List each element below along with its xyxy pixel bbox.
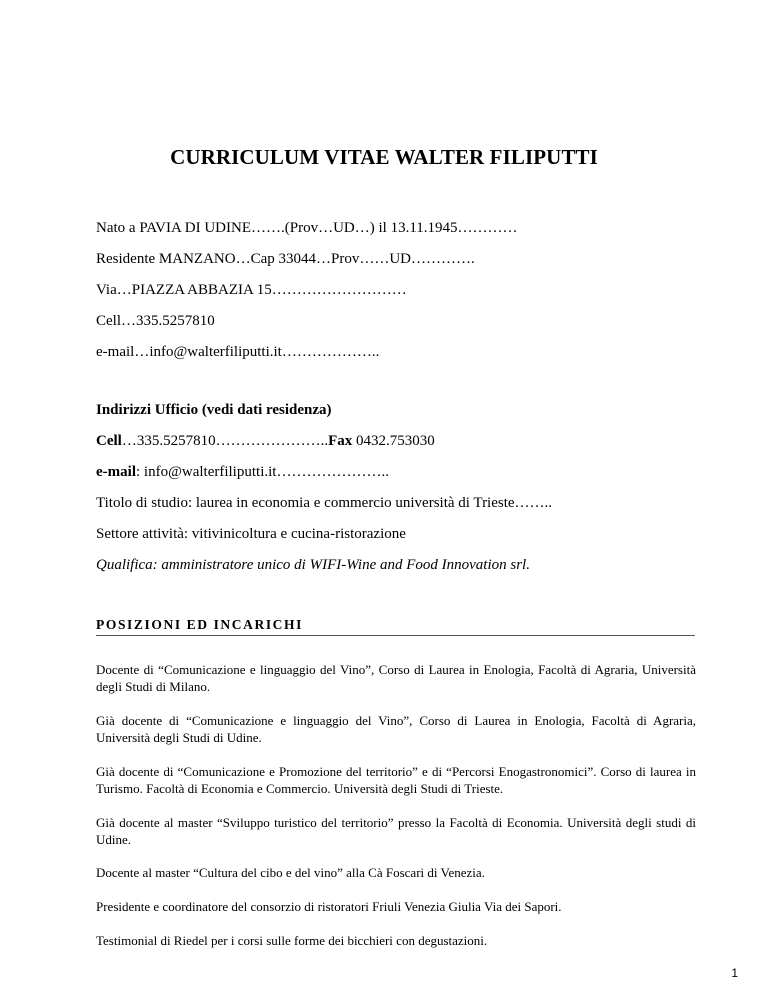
office-cell-label: Cell (96, 433, 122, 449)
position-item: Presidente e coordinatore del consorzio di ristoratori Friuli Venezia Giulia Via dei Sapori. (96, 899, 562, 914)
position-item: Testimonial di Riedel per i corsi sulle forme dei bicchieri con degustazioni. (96, 933, 488, 948)
office-email-value: : info@walterfiliputti.it………………….. (135, 464, 389, 480)
position-item: Già docente di “Comunicazione e linguaggio del Vino”, Corso di Laurea in Enologia, Facoltà di Agraria, Università degli Studi di Udine. (96, 713, 696, 745)
sector-line: Settore attività: vitivinicoltura e cucina-ristorazione (96, 526, 406, 542)
degree-line: Titolo di studio: laurea in economia e commercio università di Trieste…….. (96, 495, 553, 511)
position-item: Già docente di “Comunicazione e Promozione del territorio” e di “Percorsi Enogastronomici”. Corso di laurea in Turismo. Facoltà di Economia e Commercio. Università degli Studi di Trieste. (96, 764, 696, 796)
position-item: Docente di “Comunicazione e linguaggio del Vino”, Corso di Laurea in Enologia, Facoltà di Agraria, Università degli Studi di Milano. (96, 662, 696, 694)
cell-line: Cell…335.5257810 (96, 313, 215, 329)
office-cell-value: …335.5257810………………….. (121, 433, 329, 449)
office-email-label: e-mail (96, 464, 136, 480)
qualification-line: Qualifica: amministratore unico di WIFI-Wine and Food Innovation srl. (96, 557, 530, 573)
office-heading: Indirizzi Ufficio (vedi dati residenza) (96, 402, 332, 418)
email-line: e-mail…info@walterfiliputti.it……………….. (96, 344, 380, 360)
position-item: Già docente al master “Sviluppo turistico del territorio” presso la Facoltà di Economia. Università degli studi di Udine. (96, 815, 696, 847)
section-heading: POSIZIONI ED INCARICHI (96, 617, 695, 636)
office-email-line (96, 464, 389, 481)
position-item: Docente al master “Cultura del cibo e del vino” alla Cà Foscari di Venezia. (96, 865, 485, 880)
office-fax-label: Fax (328, 433, 353, 449)
street-line: Via…PIAZZA ABBAZIA 15……………………… (96, 282, 407, 298)
document-title: CURRICULUM VITAE WALTER FILIPUTTI (170, 145, 598, 169)
birth-line: Nato a PAVIA DI UDINE…….(Prov…UD…) il 13.11.1945………… (96, 220, 518, 236)
office-contact-line (96, 433, 435, 450)
office-fax-value: 0432.753030 (352, 433, 435, 449)
residence-line: Residente MANZANO…Cap 33044…Prov……UD…………. (96, 251, 475, 267)
page-number: 1 (731, 966, 738, 980)
